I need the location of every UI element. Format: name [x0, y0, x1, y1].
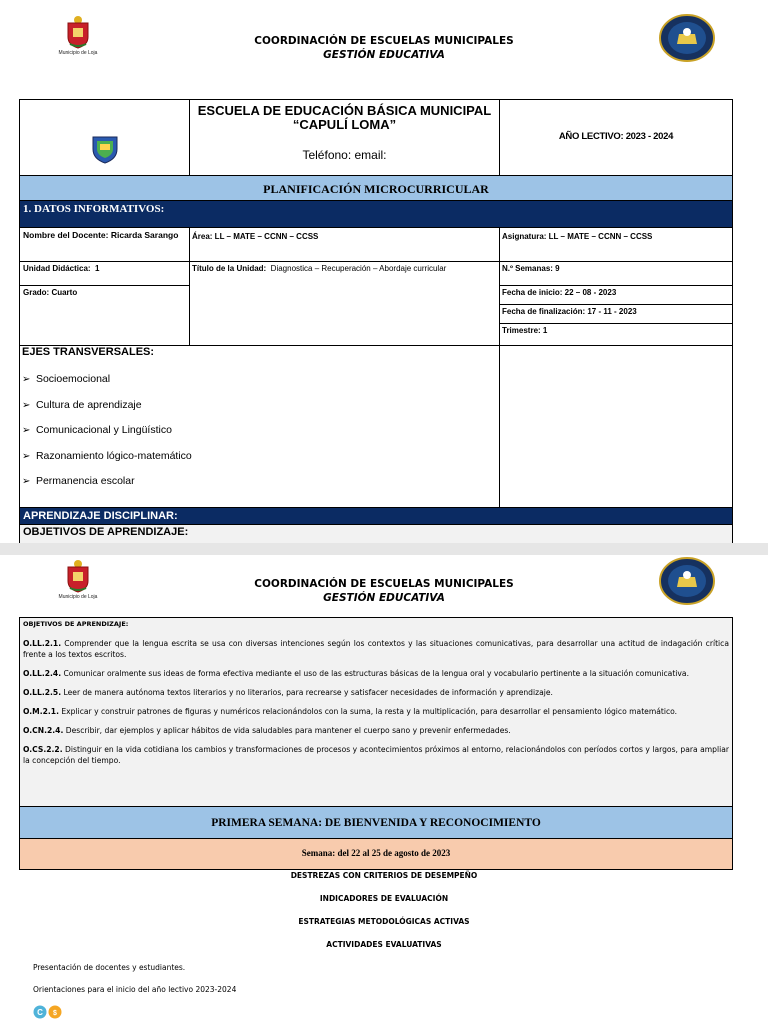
fecha-fin: Fecha de finalización: 17 - 11 - 2023	[502, 307, 637, 316]
docente-cell	[19, 227, 190, 262]
datos-title: 1. DATOS INFORMATIVOS:	[23, 203, 165, 215]
cc-badge	[33, 1004, 65, 1025]
objetivo-code: O.CS.2.2.	[23, 745, 63, 754]
school-year-cell	[499, 99, 733, 176]
semanas-cell	[499, 261, 733, 286]
titulo-label: Título de la Unidad:	[192, 264, 267, 273]
municipio-label: Municipio de Loja	[58, 594, 98, 600]
eje-item	[22, 373, 110, 385]
objetivo-text: Describir, dar ejemplos y aplicar hábitos de vida saludables para mantener el cuerpo sano y prevenir enfermedades.	[65, 726, 511, 735]
objetivo-item	[23, 638, 729, 660]
svg-text:C: C	[37, 1008, 43, 1017]
titulo-value: Diagnostica – Recuperación – Abordaje curricular	[270, 264, 447, 273]
fecha-inicio: Fecha de inicio: 22 – 08 - 2023	[502, 288, 617, 297]
section-label: ACTIVIDADES EVALUATIVAS	[326, 940, 442, 949]
school-contact: Teléfono: email:	[302, 148, 387, 162]
municipio-label: Municipio de Loja	[58, 50, 98, 56]
fin-cell	[499, 304, 733, 324]
gestion-seal	[659, 557, 715, 605]
objetivo-code: O.CN.2.4.	[23, 726, 64, 735]
note-item: Orientaciones para el inicio del año lectivo 2023-2024	[33, 985, 237, 994]
week-dates-bar	[19, 838, 733, 870]
header-title: COORDINACIÓN DE ESCUELAS MUNICIPALES	[254, 578, 514, 590]
section-label: ESTRATEGIAS METODOLÓGICAS ACTIVAS	[298, 917, 470, 926]
objetivos-heading-cell	[19, 524, 733, 544]
school-shield-icon	[90, 134, 120, 164]
school-logo-cell	[19, 99, 190, 176]
aprendizaje-title: APRENDIZAJE DISCIPLINAR:	[23, 510, 178, 522]
arrow-bullet-icon: ➢	[22, 425, 31, 436]
asignatura: Asignatura: LL – MATE – CCNN – CCSS	[502, 232, 653, 241]
unidad	[23, 264, 99, 273]
objetivos-box-title: OBJETIVOS DE APRENDIZAJE:	[23, 620, 129, 628]
note-item: Presentación de docentes y estudiantes.	[33, 963, 186, 972]
svg-text:$: $	[53, 1010, 57, 1017]
header-subtitle: GESTIÓN EDUCATIVA	[323, 592, 445, 604]
asignatura-cell	[499, 227, 733, 262]
week-title-bar	[19, 806, 733, 839]
datos-title-bar	[19, 200, 733, 228]
aprendizaje-bar	[19, 507, 733, 525]
objetivo-item	[23, 725, 729, 736]
arrow-bullet-icon: ➢	[22, 451, 31, 462]
ejes-right-cell	[499, 345, 733, 508]
header-subtitle: GESTIÓN EDUCATIVA	[323, 49, 445, 61]
school-nickname: “CAPULÍ LOMA”	[292, 117, 397, 132]
arrow-bullet-icon: ➢	[22, 374, 31, 385]
semanas: N.º Semanas: 9	[502, 264, 560, 273]
section-label: INDICADORES DE EVALUACIÓN	[319, 894, 449, 903]
gestion-seal-icon	[659, 557, 715, 605]
objetivo-code: O.LL.2.1.	[23, 639, 62, 648]
gestion-seal-icon	[659, 14, 715, 62]
school-year: AÑO LECTIVO: 2023 - 2024	[558, 131, 674, 142]
objetivo-text: Explicar y construir patrones de figuras y numéricos relacionándolos con la suma, la resta y la multiplicación, para desarrollar el pensamiento lógico matemático.	[61, 707, 678, 716]
objetivo-code: O.LL.2.5.	[23, 688, 62, 697]
objetivo-item	[23, 706, 729, 717]
eje-label: Permanencia escolar	[35, 475, 135, 487]
objetivo-text: Comunicar oralmente sus ideas de forma efectiva mediante el uso de las estructuras básicas de la lengua oral y vocabulario pertinente a la situación comunicativa.	[63, 669, 689, 678]
municipio-crest-icon	[58, 14, 98, 50]
objetivo-text: Leer de manera autónoma textos literarios y no literarios, para recrearse y satisfacer necesidades de información y aprendizaje.	[63, 688, 553, 697]
school-name: ESCUELA DE EDUCACIÓN BÁSICA MUNICIPAL	[197, 103, 492, 118]
objetivo-item	[23, 744, 729, 766]
eje-item	[22, 399, 142, 411]
plan-title-bar	[19, 175, 733, 201]
objetivo-item	[23, 687, 729, 698]
gestion-seal	[659, 14, 715, 62]
eje-label: Socioemocional	[35, 373, 111, 385]
unidad-label: Unidad Didáctica:	[23, 264, 91, 273]
objetivo-item	[23, 668, 729, 679]
municipio-crest-icon	[58, 558, 98, 594]
area: Área: LL – MATE – CCNN – CCSS	[192, 232, 319, 241]
docente: Nombre del Docente: Ricarda Sarango	[23, 230, 179, 240]
plan-title: PLANIFICACIÓN MICROCURRICULAR	[263, 182, 489, 196]
ejes-title: EJES TRANSVERSALES:	[22, 346, 155, 358]
objetivos-box	[19, 617, 733, 807]
unidad-cell	[19, 261, 190, 286]
eje-item	[22, 424, 172, 436]
eje-item	[22, 475, 135, 487]
header-title: COORDINACIÓN DE ESCUELAS MUNICIPALES	[254, 35, 514, 47]
eje-item	[22, 450, 192, 462]
eje-label: Cultura de aprendizaje	[35, 399, 142, 411]
eje-label: Comunicacional y Lingüístico	[35, 424, 172, 436]
week-title: PRIMERA SEMANA: DE BIENVENIDA Y RECONOCIMIENTO	[211, 817, 541, 829]
objetivo-text: Comprender que la lengua escrita se usa con diversas intenciones según los contextos y las situaciones comunicativas, para desarrollar una actitud de indagación crítica frente a los textos escritos.	[23, 639, 729, 659]
grado: Grado: Cuarto	[23, 288, 78, 297]
trimestre-cell	[499, 323, 733, 346]
objetivo-code: O.M.2.1.	[23, 707, 59, 716]
trimestre: Trimestre: 1	[502, 326, 548, 335]
objetivos-heading: OBJETIVOS DE APRENDIZAJE:	[23, 526, 189, 538]
arrow-bullet-icon: ➢	[22, 476, 31, 487]
area-cell	[189, 227, 500, 262]
grado-cell	[19, 285, 190, 346]
school-name-cell	[189, 99, 500, 176]
section-label: DESTREZAS CON CRITERIOS DE DESEMPEÑO	[290, 871, 478, 880]
page-separator	[0, 543, 768, 555]
week-dates: Semana: del 22 al 25 de agosto de 2023	[301, 848, 451, 858]
objetivo-code: O.LL.2.4.	[23, 669, 62, 678]
objetivo-text: Distinguir en la vida cotidiana los cambios y transformaciones de procesos y acontecimientos próximos al entorno, relacionándolos con períodos cortos y largos, para ampliar la concepción del tiempo.	[23, 745, 729, 765]
cc-license-icon	[33, 1004, 65, 1020]
eje-label: Razonamiento lógico-matemático	[35, 450, 192, 462]
unidad-value: 1	[95, 264, 100, 273]
titulo-cell	[189, 261, 500, 346]
inicio-cell	[499, 285, 733, 305]
arrow-bullet-icon: ➢	[22, 400, 31, 411]
titulo	[192, 264, 446, 273]
